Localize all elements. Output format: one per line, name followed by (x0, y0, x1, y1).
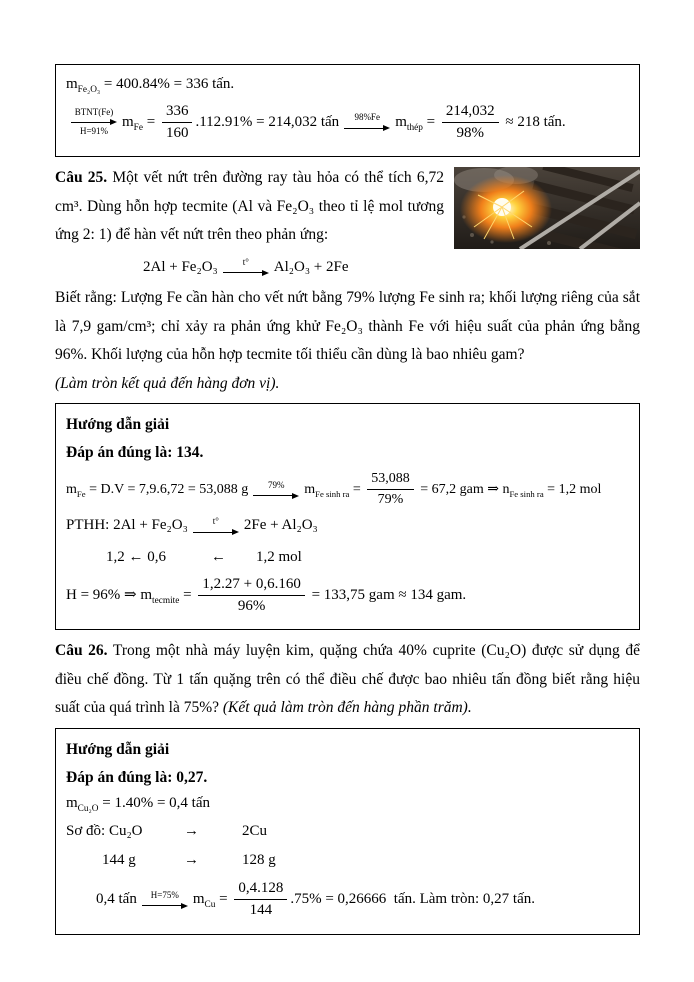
sol26-scheme-table (66, 817, 629, 876)
mass-ore-value: 0,4 tấn (96, 891, 137, 908)
answer-line: Đáp án đúng là: 134. (66, 443, 204, 461)
arrow-line (223, 269, 269, 277)
fraction-denominator: 144 (249, 902, 273, 919)
fraction-denominator: 160 (165, 124, 189, 141)
temperature-reaction-arrow (223, 257, 269, 277)
scheme-mass-128: 128 g (242, 851, 276, 868)
solution-box-26 (55, 728, 640, 935)
pthh-left-side: 2Al + Fe₂O₃ (113, 517, 188, 534)
h75-reaction-arrow (142, 890, 188, 910)
temperature-reaction-arrow (193, 516, 239, 536)
question-25-label: Câu 25. (55, 169, 108, 186)
result-expression: .75% = 0,26666 tấn. Làm tròn: 0,27 tấn. (290, 891, 536, 908)
subscript-fe: Fe (76, 488, 86, 499)
fraction-numerator: 336 (162, 103, 193, 123)
arrow-label-above: BTNT(Fe) (74, 106, 114, 117)
solution-heading: Hướng dẫn giải (66, 741, 170, 758)
subscript-tecmite: tecmite (152, 595, 180, 606)
question-26-rounding-note: (Kết quả làm tròn đến hàng phần trăm). (222, 699, 472, 717)
mass-fe-sinh-ra-var: $m_{Fe sinh ra}$ = (304, 481, 365, 499)
question-26-label: Câu 26. (55, 642, 108, 660)
mass-fe2o3-expression (66, 72, 234, 98)
sol25-pthh-line (66, 513, 629, 539)
fraction-denominator: 98% (456, 124, 484, 141)
arrow-label-below: H=91% (79, 126, 109, 137)
subscript-steel: thép (406, 122, 423, 133)
fraction-denominator: 79% (377, 492, 404, 508)
subscript-fe-sinh-ra: Fe sinh ra (315, 488, 350, 499)
question-25-rounding-note: (Làm tròn kết quả đến hàng đơn vị). (55, 374, 280, 392)
fraction-336-160 (162, 103, 193, 143)
pthh-label: PTHH: (66, 517, 114, 534)
pthh-right-side: 2Fe + Al₂O₃ (243, 517, 318, 534)
fraction-cu (234, 880, 287, 920)
subscript-fe-sinh-ra: Fe sinh ra (509, 488, 544, 499)
expression-end: ≈ 218 tấn. (501, 113, 566, 130)
mass-fe-expression: $m_{Fe} = D.V = 7,9.6,72 = 53,088$ g (66, 481, 249, 499)
scheme-mass-144: 144 g (102, 851, 136, 868)
subscript-fe: Fe (133, 122, 143, 133)
scheme-arrow: → (184, 851, 199, 868)
arrow-line (142, 902, 188, 910)
question-25-equation (143, 253, 444, 282)
solution-heading: Hướng dẫn giải (66, 416, 170, 434)
h96-mass-tecmite-expression: H = 96% ⇒ $m_{tecmite}$ = (66, 586, 196, 606)
prev-formula-line-1 (66, 72, 629, 98)
question-26-text: Trong một nhà máy luyện kim, quặng chứa 40% cuprite (Cu₂O) được sử dụng để điều chế đồng. Từ 1 tấn quặng trên có thể điều chế được bao nhiêu tấn đồng biết rằng hiệu suất của quá trình là 75%? (55, 642, 640, 717)
fe-yield-reaction-arrow (344, 112, 390, 132)
arrow-line (253, 492, 299, 500)
solution-box-25 (55, 403, 640, 630)
question-26-paragraph (55, 637, 640, 723)
result-expression: = 133,75 gam ≈ 134 gam. (307, 586, 467, 603)
scheme-arrow: → (184, 822, 199, 839)
mass-cu-var: $m_{Cu}$ = (192, 891, 232, 911)
prev-formula-line-2 (66, 103, 629, 143)
expression-middle: .112.91% = 214,032 tấn (195, 113, 340, 130)
fraction-numerator: 53,088 (367, 471, 414, 490)
arrow-line (193, 528, 239, 536)
fraction-tecmite (198, 576, 304, 616)
fraction-numerator: 0,4.128 (234, 880, 287, 900)
moles-fe-expression: = 67,2 gam ⇒ $n_{Fe sinh ra} = 1,2$ mol (416, 481, 602, 499)
mass-steel-var: $m_{thép}$ = (395, 113, 439, 133)
arrow-label-above: H=75% (150, 890, 179, 901)
sol25-formula-1 (66, 471, 629, 508)
arrow-label-above: 79% (267, 480, 285, 491)
sol26-formula-1 (66, 791, 629, 817)
question-25-paragraph (55, 164, 640, 250)
question-25-text: Một vết nứt trên đường ray tàu hỏa có thể tích 6,72 cm³. Dùng hỗn hợp tecmite (Al và Fe₂O₃ theo tỉ lệ mol tương ứng 2: 1) để hàn vết nứt trên theo phản ứng: (55, 169, 444, 244)
arrow-label-above: t° (212, 516, 219, 527)
sol25-mole-ratio-line: 1,2 ← 0,6 ← 1,2 mol (106, 548, 302, 565)
fraction-214032-98 (442, 103, 499, 143)
arrow-label-above: 98%Fe (354, 112, 380, 123)
arrow-line (71, 118, 117, 126)
subscript-fe2o3: Fe₂O₃ (77, 85, 101, 95)
mass-cu2o-expression: $m_{Cu_2O} = 1.40\% = 0,4$ tấn (66, 795, 210, 815)
subscript-cu: Cu (204, 900, 216, 911)
sol26-formula-2 (96, 880, 629, 920)
question-25-conditions-text: Biết rằng: Lượng Fe cần hàn cho vết nứt bằng 79% lượng Fe sinh ra; khối lượng riêng của sắt là 7,9 gam/cm³; chỉ xảy ra phản ứng khử Fe₂O₃ thành Fe với hiệu suất của phản ứng bằng 96%. Khối lượng của hỗn hợp tecmite tối thiểu cần dùng là bao nhiêu gam? (55, 289, 640, 364)
var-m: m (66, 76, 78, 92)
fraction-numerator: 1,2.27 + 0,6.160 (198, 576, 304, 596)
thermite-welding-illustration (454, 167, 640, 249)
expression-text: = 400.84% = 336 tấn. (100, 76, 235, 92)
fraction-numerator: 214,032 (442, 103, 499, 123)
equation-right-side: Al₂O₃ + 2Fe (273, 258, 349, 275)
arrow-label-above: t° (242, 256, 249, 267)
btnt-reaction-arrow (71, 107, 117, 138)
thermite-welding-photo (454, 167, 640, 249)
fraction-denominator: 96% (237, 598, 266, 615)
answer-line: Đáp án đúng là: 0,27. (66, 768, 208, 786)
fraction-53088-79 (367, 471, 414, 508)
equation-left-side: 2Al + Fe₂O₃ (143, 258, 218, 275)
subscript-cu2o: Cu₂O (77, 804, 99, 815)
mass-fe-var: $m_{Fe}$ = (122, 113, 159, 133)
prev-solution-box (55, 64, 640, 157)
scheme-label-cu2o: Sơ đồ: Cu₂O (66, 822, 143, 839)
yield-79-reaction-arrow (253, 480, 299, 500)
scheme-2cu: 2Cu (242, 822, 268, 839)
question-25-conditions-paragraph (55, 284, 640, 370)
arrow-line (344, 124, 390, 132)
sol25-formula-2 (66, 576, 629, 616)
